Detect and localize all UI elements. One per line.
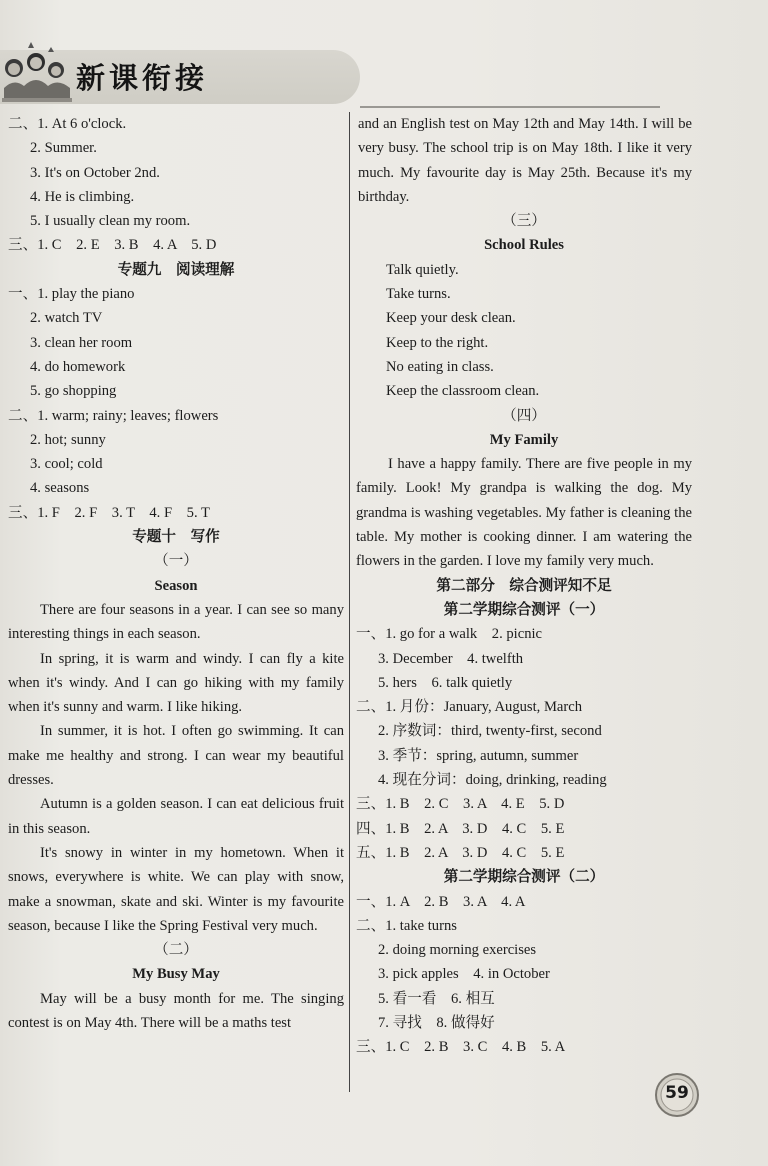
answer-line: 二、1. 月份：January, August, March <box>356 699 583 716</box>
answer-line: 专题九 阅读理解 <box>117 261 235 278</box>
answer-line: 4. 现在分词：doing, drinking, reading <box>378 772 607 789</box>
answer-line: 3. December 4. twelfth <box>378 650 524 667</box>
answer-line: 三、1. F 2. F 3. T 4. F 5. T <box>8 504 210 521</box>
essay-paragraph: In summer, it is hot. I often go swimming. It can make me healthy and strong. I can wear my beautiful dresses. <box>8 723 344 789</box>
answer-line: 2. 序数词：third, twenty-first, second <box>378 723 602 740</box>
answer-line: 2. watch TV <box>30 310 103 327</box>
column-divider <box>349 112 350 1092</box>
answer-line: 专题十 写作 <box>132 529 220 546</box>
part-two-title: 第二部分 综合测评知不足 <box>436 577 612 594</box>
answer-line: 3. pick apples 4. in October <box>378 966 550 983</box>
rule-item: No eating in class. <box>386 358 494 375</box>
test-one-title: 第二学期综合测评（一） <box>443 601 605 618</box>
essay-three-title: School Rules <box>484 237 564 254</box>
essay-four-label: （四） <box>502 407 546 424</box>
left-column <box>8 112 344 1035</box>
essay-two-paragraph: May will be a busy month for me. The singing contest is on May 4th. There will be a maths test <box>8 990 344 1031</box>
essay-paragraph: There are four seasons in a year. I can see so many interesting things in each season. <box>8 601 344 643</box>
answer-line: 4. He is climbing. <box>30 188 135 205</box>
answer-line: 一、1. A 2. B 3. A 4. A <box>356 893 526 910</box>
answer-line: 2. hot; sunny <box>30 431 106 448</box>
answer-line: 三、1. B 2. C 3. A 4. E 5. D <box>356 796 565 813</box>
children-illustration-icon <box>0 40 72 106</box>
answer-line: 5. hers 6. talk quietly <box>378 674 513 691</box>
page-header <box>0 40 768 110</box>
answer-line: 四、1. B 2. A 3. D 4. C 5. E <box>356 820 565 837</box>
answer-line: 3. 季节：spring, autumn, summer <box>378 747 579 764</box>
answer-line: 5. 看一看 6. 相互 <box>378 990 495 1007</box>
right-column <box>356 112 692 1060</box>
answer-line: 4. seasons <box>30 480 90 497</box>
essay-paragraph: Autumn is a golden season. I can eat delicious fruit in this season. <box>8 796 344 837</box>
answer-line: 一、1. play the piano <box>8 286 135 303</box>
family-paragraph: I have a happy family. There are five people in my family. Look! My grandpa is walking the dog. My grandma is washing vegetables. My father is cleaning the table. My mother is cooking dinner. I am watering the flowers in the garden. I love my family very much. <box>356 456 692 570</box>
answer-line: 3. cool; cold <box>30 456 103 473</box>
answer-line: 2. doing morning exercises <box>378 942 537 959</box>
answer-line: 7. 寻找 8. 做得好 <box>378 1014 495 1031</box>
rule-item: Keep to the right. <box>386 334 489 351</box>
essay-paragraph: In spring, it is warm and windy. I can fly a kite when it's windy. And I can go hiking with my family when it's sunny and warm. I like hiking. <box>8 650 344 716</box>
essay-paragraph: It's snowy in winter in my hometown. When it snows, everywhere is white. We can play with snow, make a snowman, skate and ski. Winter is my favourite season, because I like the Spring Festival very much. <box>8 844 344 934</box>
answer-line: 5. I usually clean my room. <box>30 213 191 230</box>
answer-line: 三、1. C 2. B 3. C 4. B 5. A <box>356 1039 566 1056</box>
answer-line: 4. do homework <box>30 358 126 375</box>
answer-line: 2. Summer. <box>30 140 97 157</box>
school-rules-list <box>356 258 692 404</box>
answer-line: 5. go shopping <box>30 383 117 400</box>
rule-item: Talk quietly. <box>386 261 459 278</box>
answer-line: 三、1. C 2. E 3. B 4. A 5. D <box>8 237 217 254</box>
answer-line: 二、1. take turns <box>356 917 457 934</box>
answer-line: 二、1. At 6 o'clock. <box>8 116 127 132</box>
header-rule <box>360 106 660 108</box>
rule-item: Keep your desk clean. <box>386 310 516 327</box>
test-two-answers <box>356 890 692 1060</box>
essay-two-title: My Busy May <box>132 966 220 983</box>
season-essay <box>8 598 344 938</box>
left-answer-list <box>8 112 344 598</box>
answer-line: 五、1. B 2. A 3. D 4. C 5. E <box>356 844 565 861</box>
answer-line: 一、1. go for a walk 2. picnic <box>356 626 543 643</box>
test-one-answers <box>356 622 692 865</box>
page-number: 59 <box>665 1083 689 1103</box>
essay-three-label: （三） <box>502 213 546 230</box>
essay-two-label: （二） <box>154 942 198 959</box>
answer-line: 二、1. warm; rainy; leaves; flowers <box>8 407 219 424</box>
busy-may-continued: and an English test on May 12th and May 14th. I will be very busy. The school trip is on May 18th. I like it very much. My favourite day is May 25th. Because it's my birthday. <box>358 116 692 205</box>
rule-item: Take turns. <box>386 286 451 303</box>
essay-four-title: My Family <box>489 431 559 448</box>
answer-line: Season <box>154 577 198 594</box>
answer-line: 3. clean her room <box>30 334 133 351</box>
answer-line: 3. It's on October 2nd. <box>30 164 160 181</box>
page-number-badge <box>654 1072 700 1118</box>
answer-line: （一） <box>154 553 198 570</box>
section-title: 新课衔接 <box>76 61 209 95</box>
test-two-title: 第二学期综合测评（二） <box>443 869 605 886</box>
rule-item: Keep the classroom clean. <box>386 383 540 400</box>
